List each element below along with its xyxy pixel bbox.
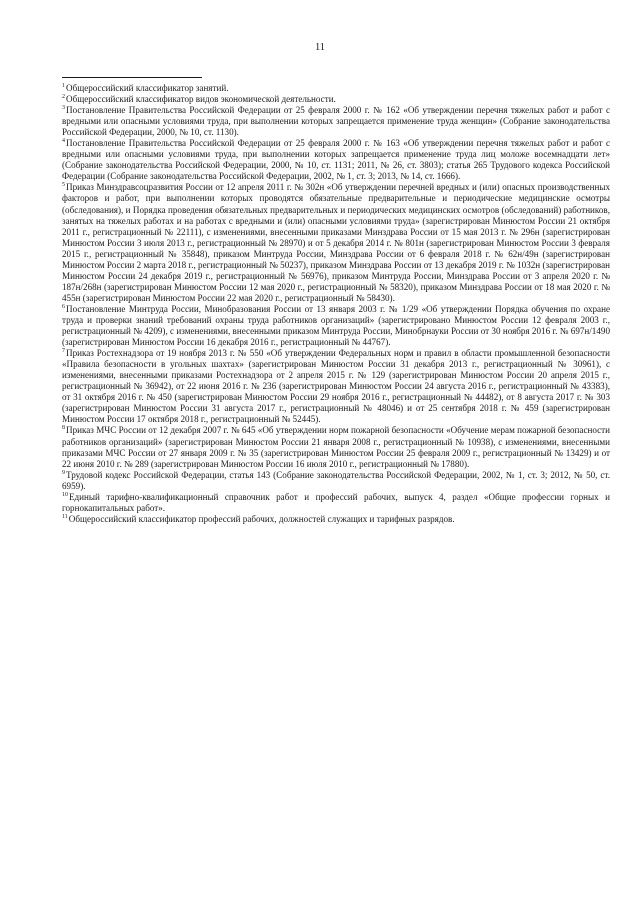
footnote-marker: 9 [62, 469, 65, 476]
footnote-text: Приказ МЧС России от 12 декабря 2007 г. № 645 «Об утверждении норм пожарной безопасности «Обучение мерам пожарной безопасности работников организаций» (зарегистрирован Минюстом России 21 января 2008 г., регистрационный № 10938), с изменениями, внесенными приказами МЧС России от 27 января 2009 г. № 35 (зарегистрирован Минюстом России 25 февраля 2009 г., регистрационный № 13429) и от 22 июня 2010 г. № 289 (зарегистрирован Минюстом России 16 июля 2010 г., регистрационный № 17880). [62, 425, 610, 469]
footnote-5 [62, 182, 610, 304]
footnote-text: Постановление Правительства Российской Федерации от 25 февраля 2000 г. № 162 «Об утверждении перечня тяжелых работ и работ с вредными или опасными условиями труда, при выполнении которых запрещается применение труда женщин» (Собрание законодательства Российской Федерации, 2000, № 10, ст. 1130). [62, 105, 610, 138]
footnote-text: Единый тарифно-квалификационный справочник работ и профессий рабочих, выпуск 4, раздел «Общие профессии горных и горнокапитальных работ». [62, 491, 610, 513]
footnote-6 [62, 304, 610, 348]
footnote-marker: 4 [62, 138, 65, 145]
footnote-3 [62, 105, 610, 138]
footnote-text: Общероссийский классификатор видов экономической деятельности. [66, 94, 336, 105]
footnote-2 [62, 94, 610, 105]
page-number: 11 [314, 42, 326, 53]
footnote-text: Постановление Минтруда России, Минобразования России от 13 января 2003 г. № 1/29 «Об утверждении Порядка обучения по охране труда и проверки знаний требований охраны труда работников организаций» (зарегистрировано Минюстом России 12 февраля 2003 г., регистрационный № 4209), с изменениями, внесенными приказом Минтруда России, Минобрнауки России от 30 ноября 2016 г. № 697н/1490 (зарегистрирован Минюстом России 16 декабря 2016 г., регистрационный № 44767). [62, 303, 610, 348]
footnote-text: Постановление Правительства Российской Федерации от 25 февраля 2000 г. № 163 «Об утверждении перечня тяжелых работ и работ с вредными или опасными условиями труда, при выполнении которых запрещается применение труда лиц моложе восемнадцати лет» (Собрание законодательства Российской Федерации, 2000, № 10, ст. 1131; 2011, № 26, ст. 3803); статья 265 Трудового кодекса Российской Федерации (Собрание законодательства Российской Федерации, 2002, № 1, ст. 3; 2013, № 14, ст. 1666). [62, 138, 610, 182]
footnote-marker: 8 [62, 425, 65, 432]
footnote-marker: 10 [62, 491, 68, 498]
footnote-marker: 11 [62, 513, 68, 520]
footnote-separator [62, 77, 202, 78]
footnote-11 [62, 514, 610, 525]
footnote-marker: 7 [62, 348, 65, 355]
footnote-marker: 5 [62, 182, 65, 189]
footnote-8 [62, 425, 610, 469]
footnote-text: Общероссийский классификатор занятий. [66, 83, 229, 93]
footnote-4 [62, 138, 610, 182]
footnote-10 [62, 492, 610, 514]
footnote-7 [62, 348, 610, 425]
footnote-1 [62, 83, 610, 94]
footnote-marker: 2 [62, 94, 65, 101]
footnotes-list [62, 83, 610, 525]
footnote-marker: 1 [62, 82, 65, 89]
footnote-text: Трудовой кодекс Российской Федерации, статья 143 (Собрание законодательства Российской Федерации, 2002, № 1, ст. 3; 2012, № 50, ст. 6959). [62, 469, 610, 491]
footnote-marker: 3 [62, 105, 65, 112]
footnote-text: Приказ Ростехнадзора от 19 ноября 2013 г. № 550 «Об утверждении Федеральных норм и правил в области промышленной безопасности «Правила безопасности в угольных шахтах» (зарегистрирован Минюстом России 31 декабря 2013 г., регистрационный № 30961), с изменениями, внесенными приказами Ростехнадзора от 2 апреля 2015 г. № 129 (зарегистрирован Минюстом России 20 апреля 2015 г., регистрационный № 36942), от 22 июня 2016 г. № 236 (зарегистрирован Минюстом России 24 августа 2016 г., регистрационный № 43383), от 31 октября 2016 г. № 450 (зарегистрирован Минюстом России 29 ноября 2016 г., регистрационный № 44482), от 8 августа 2017 г. № 303 (зарегистрирован Минюстом России 31 августа 2017 г., регистрационный № 48046) и от 25 сентября 2018 г. № 459 (зарегистрирован Минюстом России 17 октября 2018 г., регистрационный № 52445). [62, 348, 610, 425]
footnote-text: Приказ Минздравсоцразвития России от 12 апреля 2011 г. № 302н «Об утверждении перечней вредных и (или) опасных производственных факторов и работ, при выполнении которых проводятся обязательные предварительные и периодические медицинские осмотры (обследования), и Порядка проведения обязательных предварительных и периодических медицинских осмотров (обследований) работников, занятых на тяжелых работах и на работах с вредными и (или) опасными условиями труда» (зарегистрирован Минюстом России 21 октября 2011 г., регистрационный № 22111), с изменениями, внесенными приказами Минздрава России от 15 мая 2013 г. № 296н (зарегистрирован Минюстом России 3 июля 2013 г., регистрационный № 28970) и от 5 декабря 2014 г. № 801н (зарегистрирован Минюстом России 3 февраля 2015 г., регистрационный № 35848), приказом Минтруда России, Минздрава России от 6 февраля 2018 г. № 62н/49н (зарегистрирован Минюстом России 2 марта 2018 г., регистрационный № 50237), приказом Минздрава России от 13 декабря 2019 г. № 1032н (зарегистрирован Минюстом России 24 декабря 2019 г., регистрационный № 56976), приказом Минтруда России, Минздрава России от 3 апреля 2020 г. № 187н/268н (зарегистрирован Минюстом России 12 мая 2020 г., регистрационный № 58320), приказом Минздрава России от 18 мая 2020 г. № 455н (зарегистрирован Минюстом России 22 мая 2020 г., регистрационный № 58430). [62, 182, 610, 303]
footnote-marker: 6 [62, 303, 65, 310]
footnote-9 [62, 470, 610, 492]
footnote-text: Общероссийский классификатор профессий рабочих, должностей служащих и тарифных разрядов. [68, 513, 455, 524]
